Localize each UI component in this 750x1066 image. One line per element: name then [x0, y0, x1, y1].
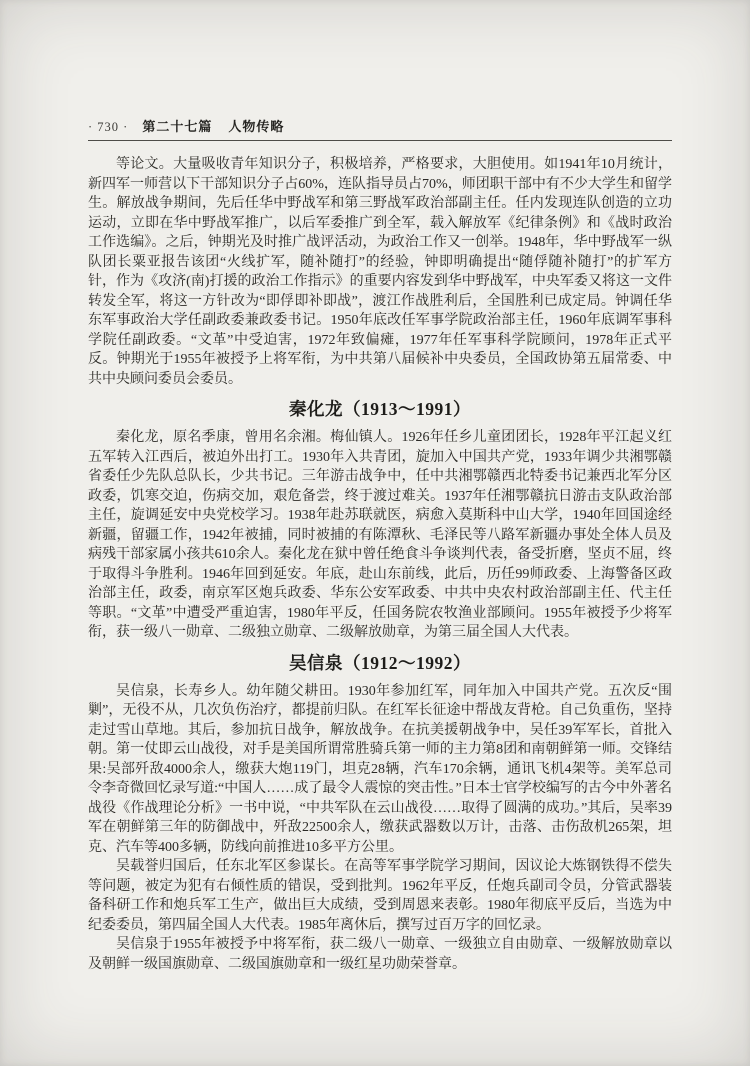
page-content: [88, 116, 672, 974]
chapter-title: 第二十七篇: [142, 119, 213, 134]
page-header: [88, 116, 672, 141]
body-paragraph: 等论文。大量吸收青年知识分子，积极培养，严格要求，大胆使用。如1941年10月统计，新四军一师营以下干部知识分子占60%，连队指导员占70%，师团职干部中有不少大学生和留学生。解放战争期间，先后任华中野战军和第三野战军政治部副主任。任内发现连队创造的立功运动，立即在华中野战军推广，以后军委推广到全军，载入解放军《纪律条例》和《战时政治工作选编》。之后，钟期光及时推广战评活动，为政治工作又一创举。1948年，华中野战军一纵队团长粟亚报告该团“火线扩军，随补随打”的经验，钟即明确提出“随俘随补随打”的扩军方针，作为《攻济(南)打援的政治工作指示》的重要内容发到华中野战军，中央军委又将这一文件转发全军，将这一方针改为“即俘即补即战”，渡江作战胜利后，全国胜利已成定局。钟调任华东军事政治大学任副政委兼政委书记。1950年底改任军事学院政治部主任，1960年底调军事科学院任副政委。“文革”中受迫害，1972年致偏瘫，1977年任军事科学院顾问，1978年正式平反。钟期光于1955年被授予上将军衔，为中共第八届候补中央委员，全国政协第五届常委、中共中央顾问委员会委员。: [88, 157, 672, 387]
page-number: · 730 ·: [88, 120, 129, 134]
body-paragraph: 吴信泉，长寿乡人。幼年随父耕田。1930年参加红军，同年加入中国共产党。五次反“围剿”，无役不从，几次负伤治疗，都提前归队。在红军长征途中帮战友背枪。自己负重伤，坚持走过雪山草地。其后，参加抗日战争，解放战争。在抗美援朝战争中，吴任39军军长，首批入朝。第一仗即云山战役，对手是美国所谓常胜骑兵第一师的主力第8团和南朝鲜第一师。交锋结果:吴部歼敌4000余人，缴获大炮119门，坦克28辆，汽车170余辆，通讯飞机4架等。美军总司令李奇微回忆录写道:“中国人……成了最令人震惊的突击性。”日本士官学校编写的古今中外著名战役《作战理论分析》一书中说，“中共军队在云山战役……取得了圆满的成功。”其后，吴率39军在朝鲜第三年的防御战中，歼敌22500余人，缴获武器数以万计，击落、击伤敌机265架，坦克、汽车等400多辆，防线向前推进10多平方公里。: [88, 683, 672, 855]
body-paragraph: 秦化龙，原名季康，曾用名余湘。梅仙镇人。1926年任乡儿童团团长，1928年平江起义红五军转入江西后，被迫外出打工。1930年入共青团，旋加入中国共产党，1933年调少共湘鄂赣省委任少先队总队长，少共书记。三年游击战争中，任中共湘鄂赣西北特委书记兼西北军分区政委，饥寒交迫，伤病交加，艰危备尝，终于渡过难关。1937年任湘鄂赣抗日游击支队政治部主任，旋调延安中央党校学习。1938年赴苏联就医，病愈入莫斯科中山大学，1940年回国途经新疆，留疆工作，1942年被捕，同时被捕的有陈潭秋、毛泽民等八路军新疆办事处全体人员及病残干部家属小孩共610余人。秦化龙在狱中曾任绝食斗争谈判代表，备受折磨，坚贞不屈，终于取得斗争胜利。1946年回到延安。年底，赴山东前线，此后，历任99师政委、上海警备区政治部主任，政委，南京军区炮兵政委、华东公安军政委、中共中央农村政治部副主任、代主任等职。“文革”中遭受严重迫害，1980年平反，任国务院农牧渔业部顾问。1955年被授予少将军衔，获一级八一勋章、二级独立勋章、二级解放勋章，为第三届全国人大代表。: [88, 430, 672, 640]
chapter-section-title: 人物传略: [228, 119, 285, 134]
body-paragraph: 吴载誉归国后，任东北军区参谋长。在高等军事学院学习期间，因议论大炼钢铁得不偿失等问题，被定为犯有右倾性质的错误，受到批判。1962年平反，任炮兵副司令员，分管武器装备科研工作和炮兵军工生产，做出巨大成绩，受到周恩来表彰。1980年彻底平反后，当选为中纪委委员，第四届全国人大代表。1985年离休后，撰写过百万字的回忆录。: [88, 859, 672, 933]
section-heading: 秦化龙（1913～1991）: [289, 399, 471, 419]
section-heading: 吴信泉（1912～1992）: [289, 652, 471, 673]
page-body: [88, 155, 672, 974]
body-paragraph: 吴信泉于1955年被授予中将军衔，获二级八一勋章、一级独立自由勋章、一级解放勋章以及朝鲜一级国旗勋章、二级国旗勋章和一级红星功勋荣誉章。: [88, 937, 672, 972]
